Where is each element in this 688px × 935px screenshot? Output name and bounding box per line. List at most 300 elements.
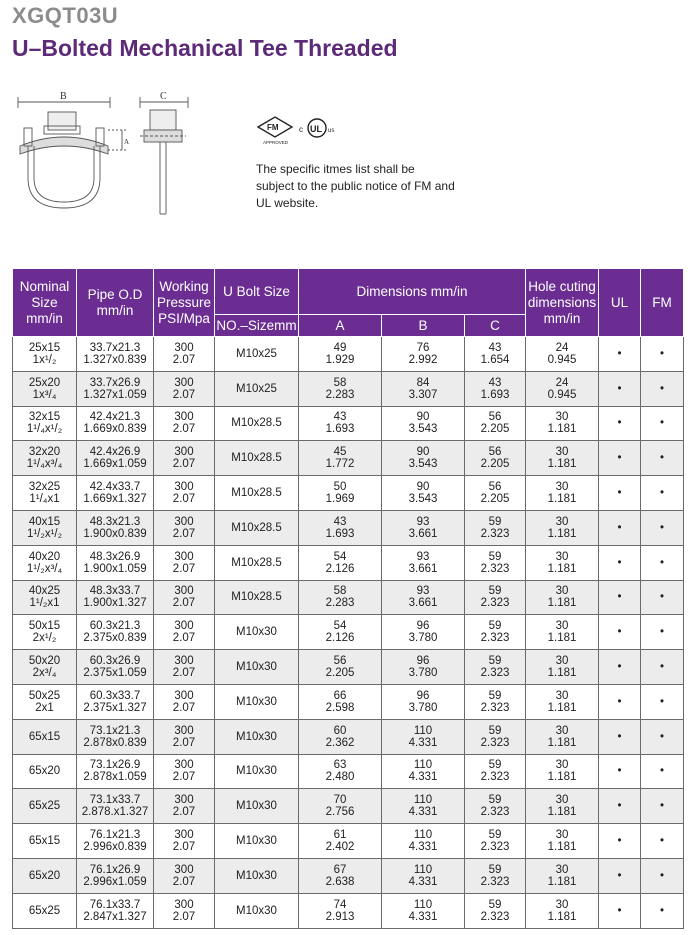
nominal-size-cell-secondary: 2x³/₄	[32, 667, 57, 680]
dim-c-cell-secondary: 2.205	[480, 423, 510, 436]
table-row	[13, 441, 684, 476]
hole-dimension-cell-secondary: 1.181	[547, 841, 577, 854]
pipe-od-cell-primary: 60.3x21.3	[89, 620, 141, 633]
nominal-size-cell	[13, 684, 77, 719]
pipe-od-cell-secondary: 2.996x1.059	[83, 875, 147, 888]
dim-b-cell	[382, 789, 465, 824]
dim-a-cell	[299, 545, 382, 580]
dim-b-cell-primary: 110	[413, 759, 433, 772]
table-row	[13, 858, 684, 893]
pipe-od-cell-secondary: 1.669x1.059	[83, 458, 147, 471]
dim-a-cell-primary: 56	[333, 655, 347, 668]
working-pressure-cell	[154, 545, 215, 580]
nominal-size-cell-primary: 40x15	[28, 515, 61, 528]
fm-mark-cell-primary: •	[659, 521, 665, 534]
working-pressure-cell	[154, 441, 215, 476]
working-pressure-cell-secondary: 2.07	[172, 841, 196, 854]
hole-dimension-cell	[526, 789, 599, 824]
fm-mark-cell	[641, 824, 684, 859]
pipe-od-cell	[77, 337, 154, 372]
fm-mark-cell	[641, 545, 684, 580]
ul-mark-cell	[599, 650, 641, 685]
pipe-od-cell-secondary: 2.847x1.327	[83, 910, 147, 923]
header-working-pressure: Working Pressure PSI/Mpa	[154, 269, 215, 337]
fm-mark-cell	[641, 580, 684, 615]
nominal-size-cell-primary: 65x15	[28, 730, 61, 743]
hole-dimension-cell-primary: 30	[555, 655, 569, 668]
dim-c-cell-secondary: 2.323	[480, 771, 510, 784]
pipe-od-cell-secondary: 2.878.x1.327	[81, 806, 149, 819]
dim-a-cell-secondary: 2.913	[325, 910, 355, 923]
dim-c-cell	[465, 615, 526, 650]
pipe-od-cell	[77, 754, 154, 789]
dim-b-cell	[382, 684, 465, 719]
dim-a-cell	[299, 893, 382, 928]
table-row	[13, 650, 684, 685]
table-row	[13, 371, 684, 406]
dim-a-cell	[299, 441, 382, 476]
dim-c-cell-primary: 59	[488, 724, 502, 737]
spec-table	[12, 268, 684, 929]
dim-c-cell-secondary: 2.323	[480, 667, 510, 680]
nominal-size-cell	[13, 893, 77, 928]
ubolt-size-cell-primary: M10x30	[236, 661, 277, 674]
working-pressure-cell-primary: 300	[174, 620, 194, 633]
fm-mark-cell	[641, 789, 684, 824]
dim-c-cell-primary: 59	[488, 655, 502, 668]
ul-mark-cell	[599, 545, 641, 580]
table-row	[13, 684, 684, 719]
ul-mark-cell	[599, 719, 641, 754]
ubolt-size-cell-primary: M10x28.5	[231, 452, 282, 465]
dim-a-cell	[299, 406, 382, 441]
hole-dimension-cell-primary: 24	[555, 376, 569, 389]
dim-c-cell-secondary: 2.323	[480, 736, 510, 749]
pipe-od-cell	[77, 441, 154, 476]
hole-dimension-cell-primary: 30	[555, 689, 569, 702]
nominal-size-cell-secondary: 1x¹/₂	[32, 353, 57, 366]
nominal-size-cell	[13, 337, 77, 372]
dim-c-cell-primary: 59	[488, 550, 502, 563]
dim-b-cell	[382, 580, 465, 615]
hole-dimension-cell-primary: 30	[555, 829, 569, 842]
dim-c-cell-primary: 59	[488, 689, 502, 702]
fm-mark-cell-primary: •	[659, 487, 665, 500]
nominal-size-cell-primary: 65x25	[28, 800, 61, 813]
ubolt-size-cell	[215, 858, 299, 893]
dim-a-cell-secondary: 2.126	[325, 562, 355, 575]
working-pressure-cell-primary: 300	[174, 481, 194, 494]
working-pressure-cell-primary: 300	[174, 794, 194, 807]
dim-b-cell-primary: 96	[416, 689, 430, 702]
dim-c-cell-primary: 59	[488, 515, 502, 528]
ubolt-size-cell	[215, 650, 299, 685]
dim-c-cell	[465, 441, 526, 476]
pipe-od-cell	[77, 650, 154, 685]
nominal-size-cell-secondary: 1¹/₄x1	[29, 493, 60, 506]
hole-dimension-cell-primary: 30	[555, 515, 569, 528]
pipe-od-cell-secondary: 1.669x0.839	[83, 423, 147, 436]
dim-c-cell-primary: 59	[488, 620, 502, 633]
fm-mark-cell	[641, 476, 684, 511]
dim-c-cell	[465, 893, 526, 928]
dim-b-cell-secondary: 3.661	[408, 562, 438, 575]
fm-approved-logo	[258, 117, 292, 145]
nominal-size-cell	[13, 789, 77, 824]
dim-b-cell-secondary: 4.331	[408, 736, 438, 749]
pipe-od-cell	[77, 684, 154, 719]
pipe-od-cell-secondary: 2.878x0.839	[83, 736, 147, 749]
dim-b-cell-primary: 93	[416, 550, 430, 563]
pipe-od-cell	[77, 615, 154, 650]
dim-c-cell-secondary: 2.323	[480, 632, 510, 645]
dim-a-cell-secondary: 2.283	[325, 597, 355, 610]
header-ubolt-size: U Bolt Size	[215, 269, 299, 315]
dim-a-cell-primary: 54	[333, 620, 347, 633]
pipe-od-cell-secondary: 2.375x1.059	[83, 667, 147, 680]
nominal-size-cell	[13, 650, 77, 685]
pipe-od-cell	[77, 893, 154, 928]
ul-mark-cell-primary: •	[617, 730, 622, 743]
dim-b-cell	[382, 371, 465, 406]
product-code: XGQT03U	[12, 3, 119, 28]
ul-mark-cell-primary: •	[617, 869, 622, 882]
hole-dimension-cell	[526, 719, 599, 754]
dim-b-cell	[382, 824, 465, 859]
hole-dimension-cell-primary: 30	[555, 794, 569, 807]
dim-c-cell-primary: 43	[488, 341, 502, 354]
nominal-size-cell-primary: 50x25	[28, 689, 61, 702]
header-dim-a: A	[299, 315, 382, 337]
dim-a-cell-primary: 58	[333, 376, 347, 389]
table-row	[13, 476, 684, 511]
dim-c-cell-primary: 43	[488, 376, 502, 389]
hole-dimension-cell	[526, 580, 599, 615]
ubolt-size-cell	[215, 371, 299, 406]
ubolt-size-cell	[215, 719, 299, 754]
working-pressure-cell	[154, 858, 215, 893]
pipe-od-cell-secondary: 1.327x0.839	[83, 353, 147, 366]
fm-mark-cell	[641, 684, 684, 719]
dim-a-cell-secondary: 1.693	[325, 527, 355, 540]
dim-c-cell	[465, 406, 526, 441]
pipe-od-cell-primary: 42.4x26.9	[89, 446, 141, 459]
ul-c-mark: c	[299, 125, 303, 134]
ubolt-size-cell-primary: M10x28.5	[231, 556, 282, 569]
nominal-size-cell-primary: 25x15	[28, 341, 61, 354]
working-pressure-cell	[154, 615, 215, 650]
page-title: U–Bolted Mechanical Tee Threaded	[12, 35, 398, 61]
dim-c-cell	[465, 371, 526, 406]
nominal-size-cell-primary: 65x20	[28, 869, 61, 882]
fm-mark-cell	[641, 337, 684, 372]
pipe-od-cell-secondary: 2.375x0.839	[83, 632, 147, 645]
nominal-size-cell	[13, 719, 77, 754]
working-pressure-cell-primary: 300	[174, 515, 194, 528]
pipe-od-cell-primary: 48.3x33.7	[89, 585, 141, 598]
dim-a-cell	[299, 650, 382, 685]
hole-dimension-cell	[526, 824, 599, 859]
fm-mark-cell-primary: •	[659, 626, 665, 639]
nominal-size-cell	[13, 371, 77, 406]
dim-c-cell-secondary: 2.323	[480, 597, 510, 610]
nominal-size-cell-primary: 65x25	[28, 904, 61, 917]
fm-mark-cell-primary: •	[659, 765, 665, 778]
dim-a-cell-secondary: 2.638	[325, 875, 355, 888]
dim-b-cell-primary: 90	[416, 411, 430, 424]
dim-a-cell-primary: 45	[333, 446, 347, 459]
dim-c-cell-primary: 59	[488, 585, 502, 598]
working-pressure-cell-secondary: 2.07	[172, 423, 196, 436]
fm-mark-cell	[641, 441, 684, 476]
pipe-od-cell-primary: 33.7x21.3	[89, 341, 141, 354]
dim-b-cell-secondary: 3.543	[408, 423, 438, 436]
dim-a-cell	[299, 789, 382, 824]
working-pressure-cell-primary: 300	[174, 550, 194, 563]
nominal-size-cell-primary: 32x15	[28, 411, 61, 424]
pipe-od-cell-secondary: 1.327x1.059	[83, 388, 147, 401]
dim-b-cell-primary: 110	[413, 863, 433, 876]
ul-mark-cell-primary: •	[617, 661, 622, 674]
ubolt-size-cell	[215, 893, 299, 928]
fm-logo-text: FM	[267, 123, 279, 132]
dim-c-cell	[465, 789, 526, 824]
dim-a-cell-secondary: 2.598	[325, 701, 355, 714]
dim-c-cell	[465, 650, 526, 685]
ubolt-size-cell-primary: M10x28.5	[231, 487, 282, 500]
dim-b-cell-primary: 90	[416, 446, 430, 459]
ubolt-size-cell-primary: M10x28.5	[231, 417, 282, 430]
certification-marks	[256, 113, 386, 153]
nominal-size-cell	[13, 476, 77, 511]
ubolt-size-cell-primary: M10x30	[236, 730, 277, 743]
ul-mark-cell-primary: •	[617, 800, 622, 813]
ubolt-size-cell-primary: M10x25	[236, 382, 277, 395]
nominal-size-cell-primary: 65x15	[28, 835, 61, 848]
hole-dimension-cell-secondary: 1.181	[547, 667, 577, 680]
dim-a-cell	[299, 510, 382, 545]
ubolt-size-cell	[215, 406, 299, 441]
dim-c-cell	[465, 545, 526, 580]
dim-a-cell-secondary: 2.126	[325, 632, 355, 645]
pipe-od-cell-primary: 48.3x26.9	[89, 550, 141, 563]
ul-mark-cell-primary: •	[617, 626, 622, 639]
dim-c-cell-primary: 56	[488, 481, 502, 494]
dim-b-cell-secondary: 3.780	[408, 632, 438, 645]
nominal-size-cell-secondary: 1x³/₄	[32, 388, 57, 401]
dim-b-cell-secondary: 4.331	[408, 910, 438, 923]
dim-b-cell-secondary: 3.543	[408, 493, 438, 506]
dim-a-cell	[299, 754, 382, 789]
header-nominal-size: Nominal Size mm/in	[13, 269, 77, 337]
dim-b-cell-primary: 110	[413, 898, 433, 911]
working-pressure-cell-secondary: 2.07	[172, 632, 196, 645]
fm-mark-cell-primary: •	[659, 556, 665, 569]
working-pressure-cell-secondary: 2.07	[172, 701, 196, 714]
working-pressure-cell-secondary: 2.07	[172, 527, 196, 540]
pipe-od-cell-secondary: 2.375x1.327	[83, 701, 147, 714]
ul-mark-cell	[599, 441, 641, 476]
hole-dimension-cell-secondary: 1.181	[547, 562, 577, 575]
pipe-od-cell-secondary: 1.900x1.327	[83, 597, 147, 610]
working-pressure-cell-secondary: 2.07	[172, 875, 196, 888]
ul-mark-cell-primary: •	[617, 591, 622, 604]
working-pressure-cell-primary: 300	[174, 724, 194, 737]
hole-dimension-cell	[526, 858, 599, 893]
hole-dimension-cell-primary: 30	[555, 898, 569, 911]
hole-dimension-cell	[526, 893, 599, 928]
pipe-od-cell	[77, 719, 154, 754]
dim-c-cell-primary: 59	[488, 759, 502, 772]
dim-b-cell	[382, 337, 465, 372]
dim-a-cell-secondary: 2.756	[325, 806, 355, 819]
dim-a-cell-primary: 67	[333, 863, 347, 876]
dim-b-cell	[382, 476, 465, 511]
nominal-size-cell	[13, 510, 77, 545]
pipe-od-cell-primary: 48.3x21.3	[89, 515, 141, 528]
pipe-od-cell	[77, 406, 154, 441]
dim-c-cell-primary: 59	[488, 794, 502, 807]
fm-mark-cell	[641, 615, 684, 650]
dim-a-cell-secondary: 1.772	[325, 458, 355, 471]
hole-dimension-cell	[526, 476, 599, 511]
hole-dimension-cell-secondary: 1.181	[547, 493, 577, 506]
ubolt-size-cell-primary: M10x25	[236, 347, 277, 360]
dim-b-cell-secondary: 3.661	[408, 597, 438, 610]
working-pressure-cell-secondary: 2.07	[172, 667, 196, 680]
pipe-od-cell-primary: 42.4x21.3	[89, 411, 141, 424]
ul-mark-cell	[599, 510, 641, 545]
hole-dimension-cell-secondary: 1.181	[547, 875, 577, 888]
fm-mark-cell-primary: •	[659, 382, 665, 395]
nominal-size-cell-primary: 40x25	[28, 585, 61, 598]
ul-mark-cell	[599, 893, 641, 928]
hole-dimension-cell-primary: 30	[555, 620, 569, 633]
dim-c-cell-secondary: 2.323	[480, 841, 510, 854]
hole-dimension-cell	[526, 406, 599, 441]
pipe-od-cell	[77, 476, 154, 511]
fm-mark-cell-primary: •	[659, 730, 665, 743]
ubolt-size-cell	[215, 615, 299, 650]
dim-b-cell	[382, 754, 465, 789]
pipe-od-cell	[77, 858, 154, 893]
working-pressure-cell-primary: 300	[174, 829, 194, 842]
dim-a-cell-secondary: 2.402	[325, 841, 355, 854]
dim-c-cell	[465, 510, 526, 545]
nominal-size-cell-secondary: 1¹/₄x¹/₂	[26, 423, 63, 436]
dim-c-cell	[465, 337, 526, 372]
dim-c-cell-secondary: 2.323	[480, 701, 510, 714]
dim-c-cell	[465, 476, 526, 511]
hole-dimension-cell-secondary: 1.181	[547, 632, 577, 645]
nominal-size-cell-secondary: 1¹/₂x¹/₂	[26, 527, 63, 540]
dim-a-cell-primary: 74	[333, 898, 347, 911]
working-pressure-cell	[154, 371, 215, 406]
dim-a-cell-secondary: 2.480	[325, 771, 355, 784]
pipe-od-cell-secondary: 1.900x1.059	[83, 562, 147, 575]
fm-mark-cell	[641, 893, 684, 928]
ubolt-size-cell-primary: M10x30	[236, 869, 277, 882]
table-row	[13, 719, 684, 754]
table-row	[13, 824, 684, 859]
dim-b-cell-secondary: 3.780	[408, 701, 438, 714]
working-pressure-cell-secondary: 2.07	[172, 493, 196, 506]
pipe-od-cell-primary: 73.1x21.3	[89, 724, 141, 737]
header-dimensions: Dimensions mm/in	[299, 269, 526, 315]
working-pressure-cell-secondary: 2.07	[172, 388, 196, 401]
certification-notice: The specific itmes list shall be subject to the public notice of FM and UL website.	[256, 162, 455, 210]
dim-b-cell-secondary: 3.780	[408, 667, 438, 680]
working-pressure-cell	[154, 580, 215, 615]
pipe-od-cell-primary: 60.3x33.7	[89, 689, 141, 702]
dim-c-cell	[465, 754, 526, 789]
working-pressure-cell-primary: 300	[174, 446, 194, 459]
hole-dimension-cell-secondary: 1.181	[547, 771, 577, 784]
dim-a-cell	[299, 858, 382, 893]
hole-dimension-cell-secondary: 1.181	[547, 701, 577, 714]
dim-b-cell-secondary: 2.992	[408, 353, 438, 366]
ul-mark-cell-primary: •	[617, 835, 622, 848]
hole-dimension-cell-primary: 30	[555, 411, 569, 424]
working-pressure-cell-secondary: 2.07	[172, 910, 196, 923]
dim-b-cell	[382, 858, 465, 893]
dim-b-cell-primary: 76	[416, 341, 430, 354]
dim-c-cell-secondary: 2.205	[480, 458, 510, 471]
ul-mark-cell	[599, 406, 641, 441]
table-row	[13, 337, 684, 372]
dim-a-cell-secondary: 1.929	[325, 353, 355, 366]
dim-b-cell	[382, 650, 465, 685]
dim-b-cell	[382, 893, 465, 928]
dim-c-cell-secondary: 2.323	[480, 527, 510, 540]
nominal-size-cell-primary: 50x15	[28, 620, 61, 633]
dim-b-cell-secondary: 3.661	[408, 527, 438, 540]
working-pressure-cell	[154, 754, 215, 789]
nominal-size-cell	[13, 754, 77, 789]
nominal-size-cell-secondary: 2x¹/₂	[32, 632, 57, 645]
dim-b-cell	[382, 545, 465, 580]
hole-dimension-cell	[526, 545, 599, 580]
working-pressure-cell-secondary: 2.07	[172, 458, 196, 471]
ubolt-size-cell	[215, 684, 299, 719]
ubolt-size-cell	[215, 789, 299, 824]
ubolt-size-cell	[215, 476, 299, 511]
ul-mark-cell	[599, 371, 641, 406]
working-pressure-cell	[154, 893, 215, 928]
working-pressure-cell	[154, 719, 215, 754]
table-row	[13, 615, 684, 650]
nominal-size-cell	[13, 545, 77, 580]
nominal-size-cell-primary: 32x20	[28, 446, 61, 459]
dim-a-cell-primary: 50	[333, 481, 347, 494]
dim-b-cell-secondary: 4.331	[408, 771, 438, 784]
nominal-size-cell	[13, 824, 77, 859]
hole-dimension-cell-secondary: 1.181	[547, 527, 577, 540]
fm-logo-subtext: APPROVED	[263, 140, 289, 145]
dim-a-cell-primary: 61	[333, 829, 347, 842]
pipe-od-cell	[77, 789, 154, 824]
dim-b-cell-secondary: 3.543	[408, 458, 438, 471]
tee-drawing	[10, 86, 200, 226]
header-ubolt-no-size: NO.–Sizemm	[215, 315, 299, 337]
nominal-size-cell-primary: 50x20	[28, 655, 61, 668]
dim-c-cell-primary: 59	[488, 863, 502, 876]
ubolt-size-cell-primary: M10x30	[236, 695, 277, 708]
hole-dimension-cell-primary: 30	[555, 446, 569, 459]
ul-mark-cell-primary: •	[617, 521, 622, 534]
ubolt-size-cell	[215, 545, 299, 580]
working-pressure-cell-secondary: 2.07	[172, 736, 196, 749]
